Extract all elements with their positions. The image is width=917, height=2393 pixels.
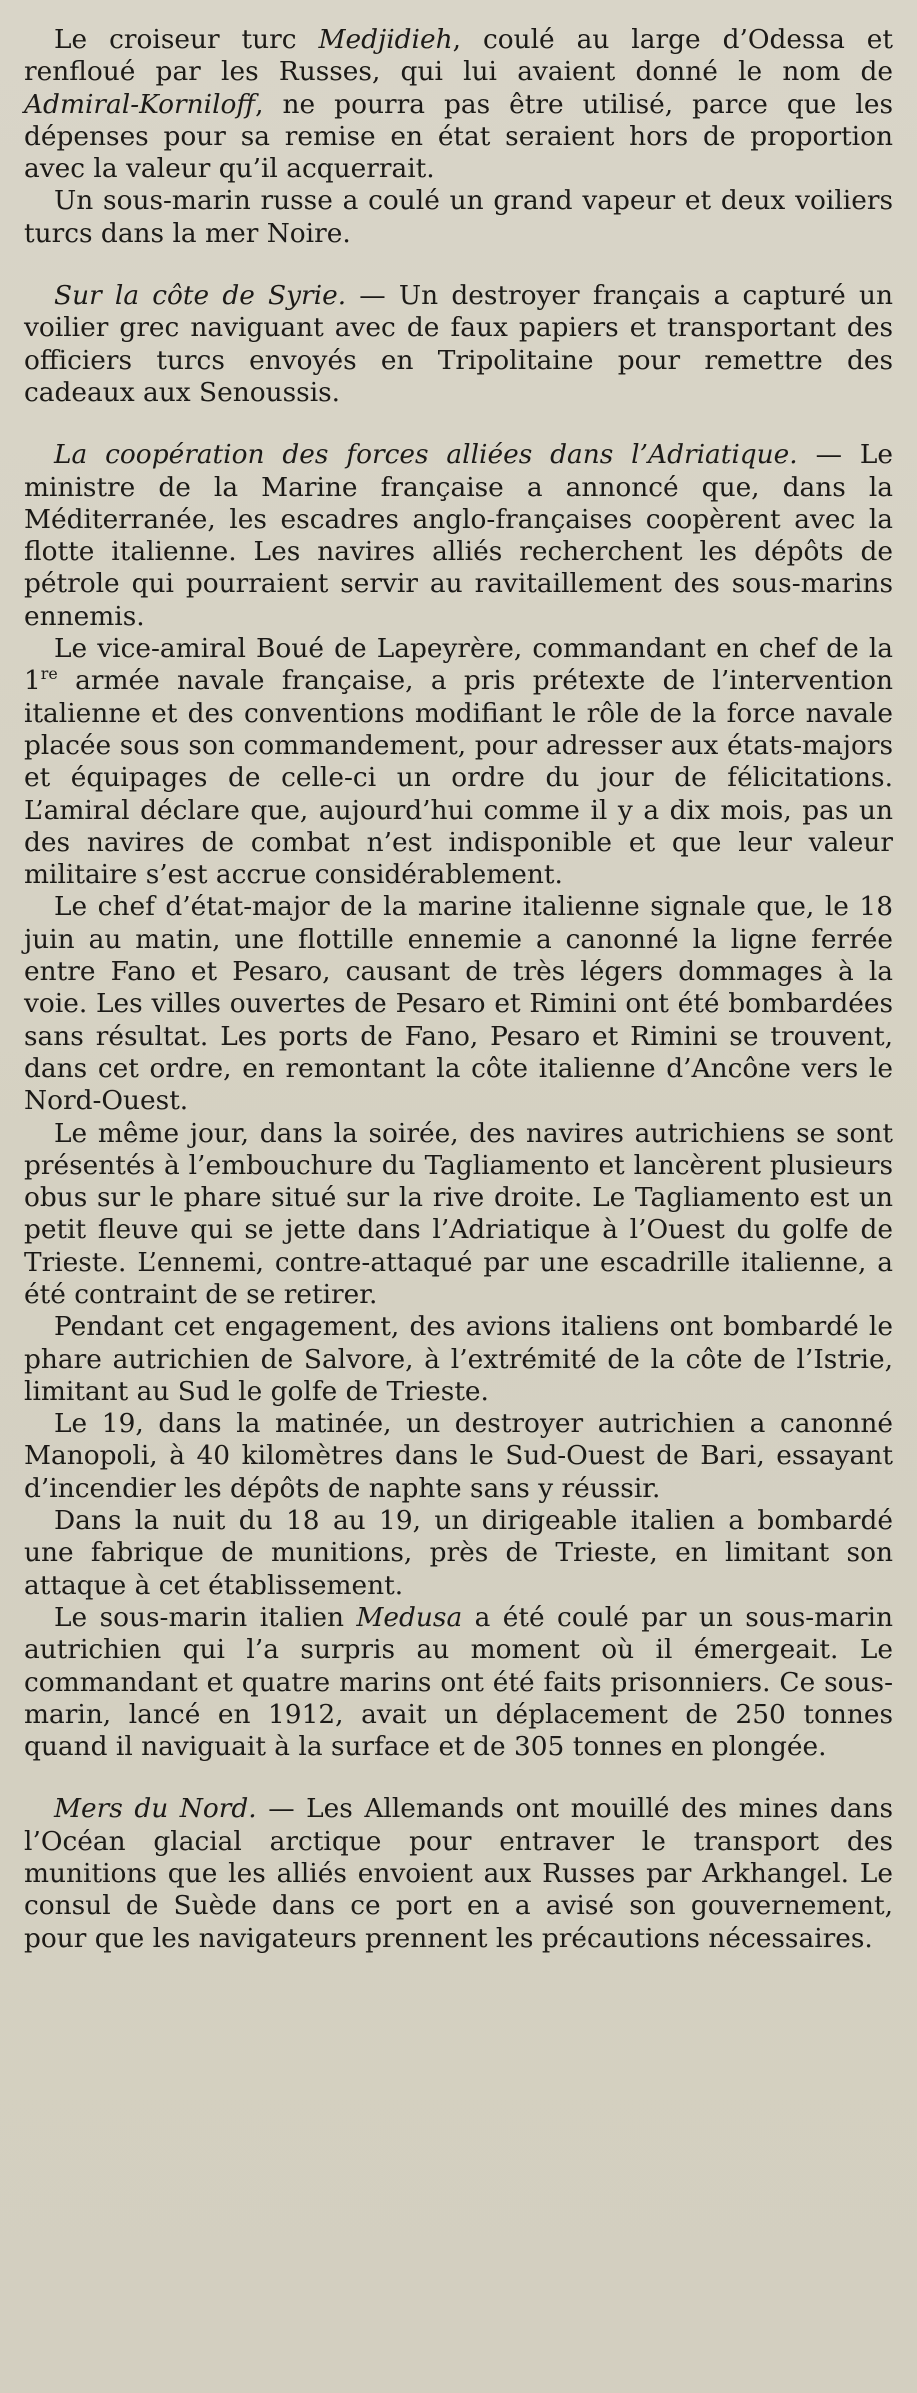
paragraph-russian-submarine: Un sous-marin russe a coulé un grand vapeur et deux voiliers turcs dans la mer Noire. bbox=[24, 185, 893, 249]
ship-name: Admiral-Korniloff bbox=[24, 88, 256, 120]
paragraph-medjidieh: Le croiseur turc Medjidieh, coulé au large d’Odessa et renfloué par les Russes, qui lui avaient donné le nom de Admiral-Korniloff, ne pourra pas être utilisé, parce que les dépenses pour sa remise en état seraient hors de proportion avec la valeur qu’il acquerrait. bbox=[24, 24, 893, 185]
ship-name: Medjidieh bbox=[318, 24, 453, 55]
paragraph-medusa: Le sous-marin italien Medusa a été coulé par un sous-marin autrichien qui l’a surpris au moment où il émergeait. Le commandant et quatre marins ont été faits prisonniers. Ce sous-marin, lancé en 1912, avait un déplacement de 250 tonnes quand il naviguait à la surface et de 305 tonnes en plongée. bbox=[24, 1601, 893, 1763]
paragraph-salvore: Pendant cet engagement, des avions italiens ont bombardé le phare autrichien de Salvore, à l’extrémité de la côte de l’Istrie, limitant au Sud le golfe de Trieste. bbox=[24, 1311, 893, 1407]
paragraph-manopoli: Le 19, dans la matinée, un destroyer autrichien a canonné Manopoli, à 40 kilomètres dans le Sud-Ouest de Bari, essayant d’incendier les dépôts de naphte sans y réussir. bbox=[24, 1408, 893, 1504]
ship-name: Medusa bbox=[356, 1601, 463, 1633]
section-heading: La coopération des forces alliées dans l’Adriatique. bbox=[54, 439, 798, 471]
paragraph-north-seas: Mers du Nord. — Les Allemands ont mouillé des mines dans l’Océan glacial arctique pour entraver le transport des munitions que les alliés envoient aux Russes par Arkhangel. Le consul de Suède dans ce port en a avisé son gouvernement, pour que les navigateurs prennent les précautions nécessaires. bbox=[24, 1793, 893, 1954]
article-column bbox=[24, 24, 893, 1955]
paragraph-adriatic: La coopération des forces alliées dans l’Adriatique. — Le ministre de la Marine française a annoncé que, dans la Méditerranée, les escadres anglo-françaises coopèrent avec la flotte italienne. Les navires alliés recherchent les dépôts de pétrole qui pourraient servir au ravitaillement des sous-marins ennemis. bbox=[24, 439, 894, 632]
section-heading: Sur la côte de Syrie. bbox=[54, 280, 347, 312]
paragraph-syria: Sur la côte de Syrie. — Un destroyer français a capturé un voilier grec naviguant avec de faux papiers et transportant des officiers turcs envoyés en Tripolitaine pour remettre des cadeaux aux Senoussis. bbox=[24, 280, 893, 408]
section-heading: Mers du Nord. bbox=[54, 1793, 257, 1825]
paragraph-airship: Dans la nuit du 18 au 19, un dirigeable italien a bombardé une fabrique de munitions, près de Trieste, en limitant son attaque à cet établissement. bbox=[24, 1505, 893, 1601]
paragraph-tagliamento: Le même jour, dans la soirée, des navires autrichiens se sont présentés à l’embouchure du Tagliamento et lancèrent plusieurs obus sur le phare situé sur la rive droite. Le Tagliamento est un petit fleuve qui se jette dans l’Adriatique à l’Ouest du golfe de Trieste. L’ennemi, contre-attaqué par une escadrille italienne, a été contraint de se retirer. bbox=[24, 1117, 893, 1310]
paragraph-fano-pesaro: Le chef d’état-major de la marine italienne signale que, le 18 juin au matin, une flottille ennemie a canonné la ligne ferrée entre Fano et Pesaro, causant de très légers dommages à la voie. Les villes ouvertes de Pesaro et Rimini ont été bombardées sans résultat. Les ports de Fano, Pesaro et Rimini se trouvent, dans cet ordre, en remontant la côte italienne d’Ancône vers le Nord-Ouest. bbox=[24, 891, 893, 1117]
paragraph-lapeyrere: Le vice-amiral Boué de Lapeyrère, commandant en chef de la 1re armée navale française, a pris prétexte de l’intervention italienne et des conventions modifiant le rôle de la force navale placée sous son commandement, pour adresser aux états-majors et équipages de celle-ci un ordre du jour de félicitations. L’amiral déclare que, aujourd’hui comme il y a dix mois, pas un des navires de combat n’est indisponible et que leur valeur militaire s’est accrue considérablement. bbox=[24, 633, 893, 891]
